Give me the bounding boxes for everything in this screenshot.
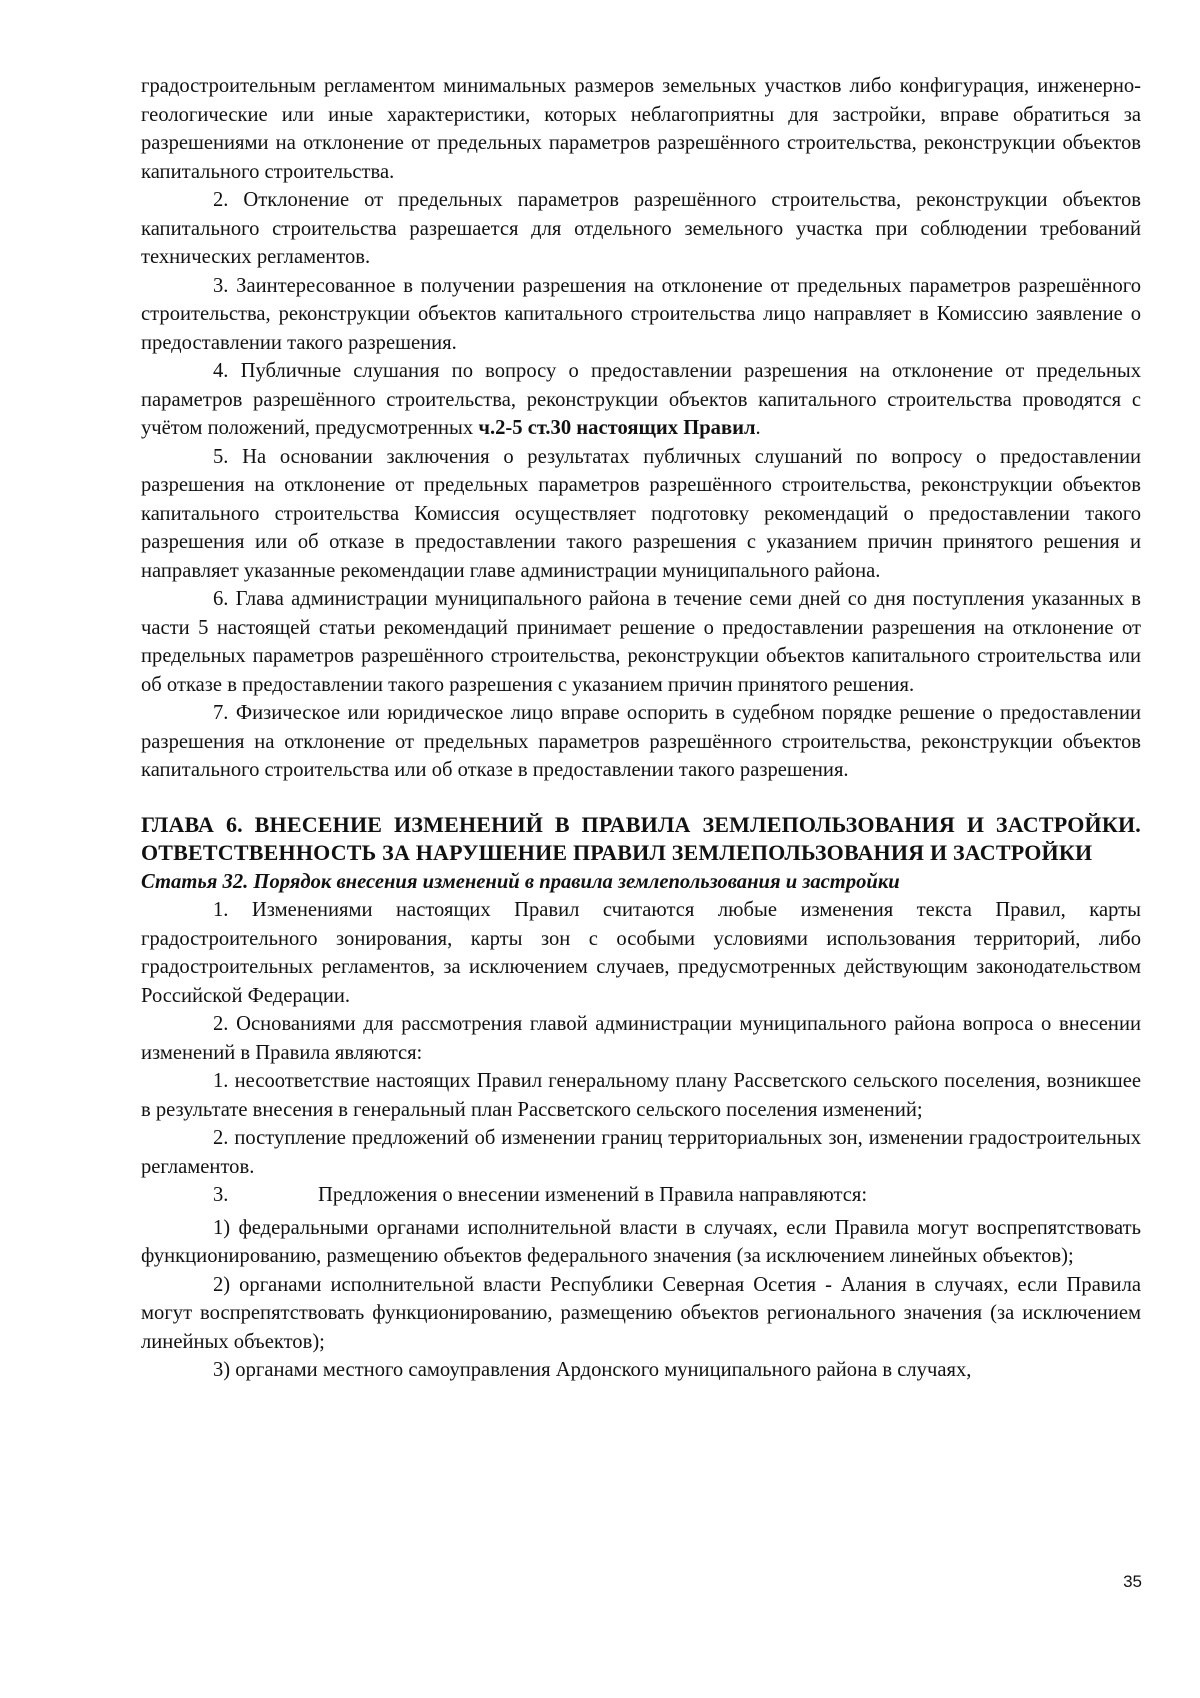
page-number: 35 [1123, 1572, 1142, 1591]
paragraph-item-6: 6. Глава администрации муниципального района в течение семи дней со дня поступления указанных в части 5 настоящей статьи рекомендаций принимает решение о предоставлении разрешения на отклонение от предельных параметров разрешённого строительства, реконструкции объектов капитального строительства или об отказе в предоставлении такого разрешения с указанием причин принятого решения. [141, 588, 1141, 696]
paragraph-continuation: градостроительным регламентом минимальных размеров земельных участков либо конфигурация, инженерно-геологические или иные характеристики, которых неблагоприятны для застройки, вправе обратиться за разрешениями на отклонение от предельных параметров разрешённого строительства, реконструкции объектов капитального строительства. [141, 75, 1141, 183]
paragraph-item-2: 2. Отклонение от предельных параметров разрешённого строительства, реконструкции объектов капитального строительства разрешается для отдельного земельного участка при соблюдении требований технических регламентов. [141, 189, 1141, 268]
paragraph-item-5: 5. На основании заключения о результатах публичных слушаний по вопросу о предоставлении разрешения на отклонение от предельных параметров разрешённого строительства, реконструкции объектов капитального строительства Комиссия осуществляет подготовку рекомендаций о предоставлении такого разрешения или об отказе в предоставлении такого разрешения с указанием причин принятого решения и направляет указанные рекомендации главе администрации муниципального района. [141, 445, 1141, 582]
list-item-3: 3) органами местного самоуправления Ардонского муниципального района в случаях, [213, 1359, 972, 1381]
article-heading: Статья 32. Порядок внесения изменений в правила землепользования и застройки [141, 870, 900, 893]
paragraph-tail: . [755, 417, 761, 439]
paragraph-item-3: 3. Заинтересованное в получении разрешения на отклонение от предельных параметров разрешённого строительства, реконструкции объектов капитального строительства лицо направляет в Комиссию заявление о предоставлении такого разрешения. [141, 274, 1141, 354]
article-subitem-1: 1. несоответствие настоящих Правил генеральному плану Рассветского сельского поселения, возникшее в результате внесения в генеральный план Рассветского сельского поселения изменений; [141, 1070, 1141, 1121]
article-paragraph-1: 1. Изменениями настоящих Правил считаются любые изменения текста Правил, карты градостроительного зонирования, карты зон с особыми условиями использования территорий, либо градостроительных регламентов, за исключением случаев, предусмотренных действующим законодательством Российской Федерации. [141, 899, 1141, 1007]
article-subitem-2: 2. поступление предложений об изменении границ территориальных зон, изменении градостроительных регламентов. [141, 1127, 1141, 1178]
list-item-1: 1) федеральными органами исполнительной власти в случаях, если Правила могут воспрепятствовать функционированию, размещению объектов федерального значения (за исключением линейных объектов); [141, 1216, 1141, 1267]
paragraph-text: 4. Публичные слушания по вопросу о предоставлении разрешения на отклонение от предельных параметров разрешённого строительства, реконструкции объектов капитального строительства проводятся с учётом положений, предусмотренных [141, 360, 1141, 439]
list-item-2: 2) органами исполнительной власти Республики Северная Осетия - Алания в случаях, если Правила могут воспрепятствовать функционированию, размещению объектов регионального значения (за исключением линейных объектов); [141, 1273, 1141, 1353]
item-number: 3. [213, 1184, 229, 1206]
paragraph-item-7: 7. Физическое или юридическое лицо вправе оспорить в судебном порядке решение о предоставлении разрешения на отклонение от предельных параметров разрешённого строительства, реконструкции объектов капитального строительства или об отказе в предоставлении такого разрешения. [141, 702, 1141, 781]
bold-reference: ч.2-5 ст.30 настоящих Правил [478, 417, 756, 439]
item-text: Предложения о внесении изменений в Правила направляются: [318, 1184, 868, 1206]
chapter-heading: ГЛАВА 6. ВНЕСЕНИЕ ИЗМЕНЕНИЙ В ПРАВИЛА ЗЕМЛЕПОЛЬЗОВАНИЯ И ЗАСТРОЙКИ. ОТВЕТСТВЕННОСТЬ ЗА НАРУШЕНИЕ ПРАВИЛ ЗЕМЛЕПОЛЬЗОВАНИЯ И ЗАСТРОЙКИ [141, 811, 1141, 865]
paragraph-item-4 [141, 357, 1141, 443]
document-page [141, 72, 1141, 1385]
article-paragraph-2: 2. Основаниями для рассмотрения главой администрации муниципального района вопроса о внесении изменений в Правила являются: [141, 1013, 1141, 1064]
article-paragraph-3 [141, 1181, 1141, 1210]
